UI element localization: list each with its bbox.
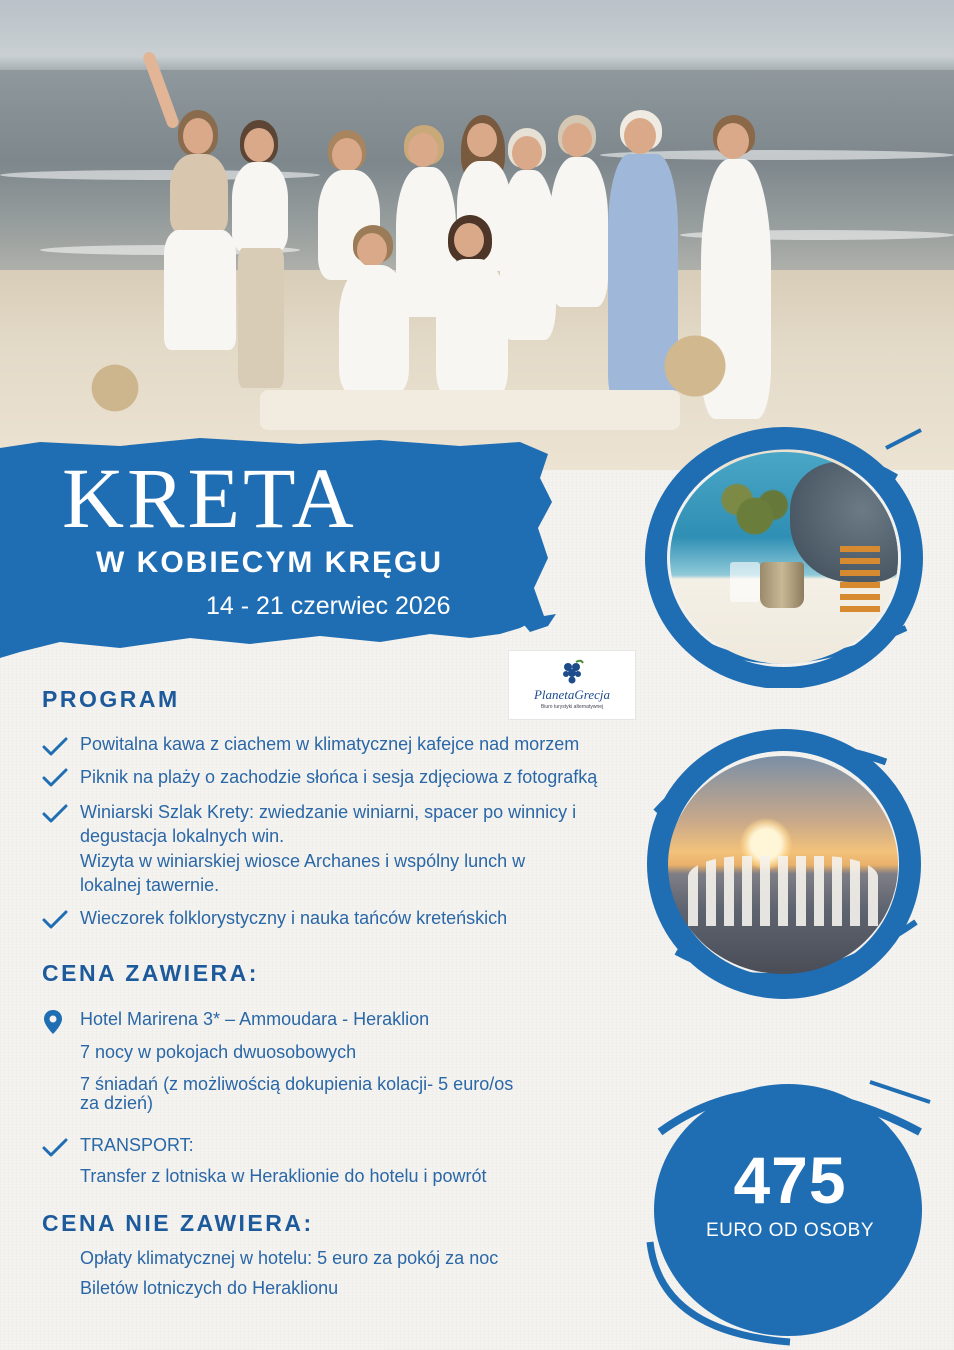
- dried-grass: [70, 340, 160, 420]
- program-item: Wizyta w winiarskiej wiosce Archanes i wspólny lunch w: [80, 851, 526, 871]
- check-icon: [42, 737, 68, 757]
- title: KRETA: [62, 450, 357, 546]
- breakfast-info-cont: za dzień): [80, 1093, 154, 1113]
- excluded-item: Opłaty klimatycznej w hotelu: 5 euro za pokój za noc: [80, 1248, 499, 1268]
- hero-photo: [0, 0, 954, 470]
- logo-tagline: Biuro turystyki alternatywnej: [540, 704, 604, 710]
- excluded-item: Biletów lotniczych do Heraklionu: [80, 1278, 339, 1298]
- check-icon: [42, 768, 68, 788]
- check-icon: [42, 1138, 68, 1158]
- check-icon: [42, 804, 68, 824]
- price-label: EURO OD OSOBY: [705, 1220, 875, 1241]
- price-amount: 475: [733, 1143, 847, 1217]
- sunset-photo: [668, 756, 898, 974]
- event-date: 14 - 21 czerwiec 2026: [206, 592, 451, 620]
- planeta-grecja-logo: [508, 650, 636, 720]
- nights-info: 7 nocy w pokojach dwuosobowych: [80, 1042, 357, 1062]
- chair: [840, 542, 880, 612]
- plant-pot: [760, 562, 804, 608]
- transport-label: TRANSPORT:: [80, 1135, 194, 1155]
- transport-text: Transfer z lotniska w Heraklionie do hotelu i powrót: [80, 1166, 487, 1186]
- breakfast-info: 7 śniadań (z możliwością dokupienia kolacji- 5 euro/os: [80, 1074, 514, 1094]
- taverna-photo: [670, 452, 898, 664]
- photo-circle-taverna: [636, 418, 936, 688]
- excludes-heading: CENA NIE ZAWIERA:: [42, 1210, 314, 1236]
- dried-grass: [640, 300, 750, 410]
- program-item: Wieczorek folklorystyczny i nauka tańców kreteńskich: [80, 908, 508, 928]
- group-silhouettes: [688, 856, 878, 926]
- picnic-cloth: [260, 390, 680, 430]
- subtitle: W KOBIECYM KRĘGU: [96, 546, 443, 579]
- map-pin-icon: [42, 1009, 64, 1035]
- grapes-logo-icon: [561, 659, 585, 685]
- program-item: Winiarski Szlak Krety: zwiedzanie winiarni, spacer po winnicy i: [80, 802, 577, 822]
- includes-heading: CENA ZAWIERA:: [42, 960, 259, 986]
- program-item: Piknik na plaży o zachodzie słońca i sesja zdjęciowa z fotografką: [80, 767, 598, 787]
- program-heading: PROGRAM: [42, 686, 180, 712]
- hotel-name: Hotel Marirena 3* – Ammoudara - Heraklion: [80, 1009, 430, 1029]
- logo-name: PlanetaGrecja: [533, 687, 611, 702]
- program-item: degustacja lokalnych win.: [80, 826, 285, 846]
- glasses: [730, 562, 760, 602]
- photo-circle-sunset: [636, 722, 936, 1002]
- program-item: Powitalna kawa z ciachem w klimatycznej kafejce nad morzem: [80, 734, 580, 754]
- check-icon: [42, 910, 68, 930]
- program-item: lokalnej tawernie.: [80, 875, 220, 895]
